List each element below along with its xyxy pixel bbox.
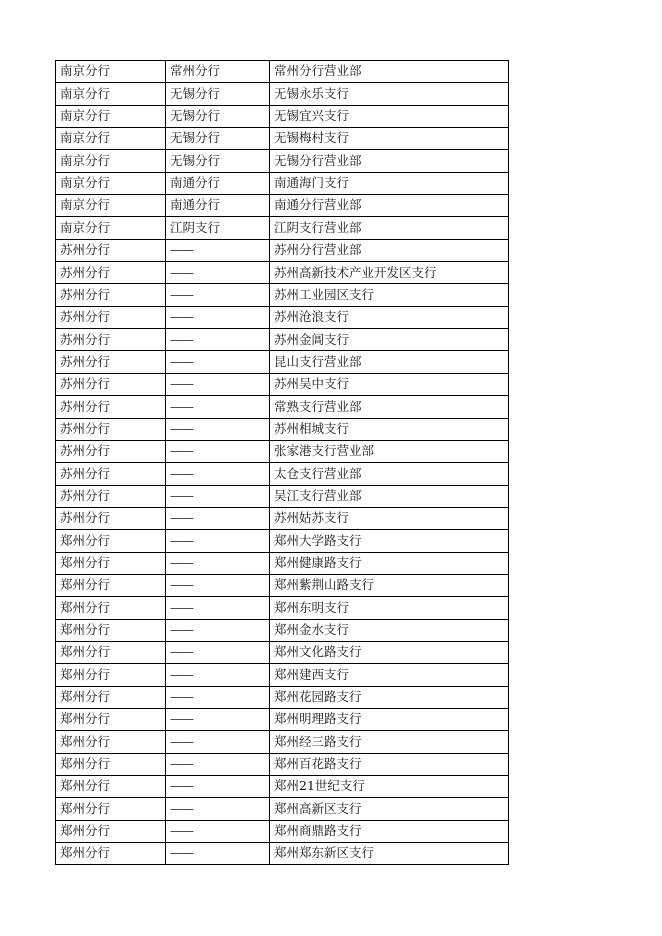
outlet-name-cell[interactable]: 郑州紫荆山路支行	[270, 574, 509, 596]
outlet-name-cell[interactable]: 苏州沧浪支行	[270, 306, 509, 328]
table-row	[56, 306, 509, 328]
table-row	[56, 708, 509, 730]
parent-branch-cell[interactable]: 苏州分行	[56, 485, 166, 507]
sub-branch-cell[interactable]: ——	[166, 507, 270, 529]
sub-branch-cell[interactable]: ——	[166, 440, 270, 462]
parent-branch-cell[interactable]: 苏州分行	[56, 351, 166, 373]
parent-branch-cell[interactable]: 郑州分行	[56, 686, 166, 708]
table-row	[56, 239, 509, 261]
table-row	[56, 217, 509, 239]
parent-branch-cell[interactable]: 南京分行	[56, 128, 166, 150]
parent-branch-cell[interactable]: 苏州分行	[56, 418, 166, 440]
outlet-name-cell[interactable]: 郑州明理路支行	[270, 708, 509, 730]
parent-branch-cell[interactable]: 郑州分行	[56, 843, 166, 865]
outlet-name-cell[interactable]: 郑州经三路支行	[270, 731, 509, 753]
table-row	[56, 373, 509, 395]
outlet-name-cell[interactable]: 昆山支行营业部	[270, 351, 509, 373]
sub-branch-cell[interactable]: ——	[166, 776, 270, 798]
outlet-name-cell[interactable]: 苏州姑苏支行	[270, 507, 509, 529]
outlet-name-cell[interactable]: 郑州商鼎路支行	[270, 820, 509, 842]
sub-branch-cell[interactable]: ——	[166, 820, 270, 842]
outlet-name-cell[interactable]: 苏州工业园区支行	[270, 284, 509, 306]
outlet-name-cell[interactable]: 郑州东明支行	[270, 597, 509, 619]
branch-table	[55, 60, 509, 865]
outlet-name-cell[interactable]: 苏州吴中支行	[270, 373, 509, 395]
parent-branch-cell[interactable]: 南京分行	[56, 150, 166, 172]
parent-branch-cell[interactable]: 郑州分行	[56, 708, 166, 730]
outlet-name-cell[interactable]: 无锡永乐支行	[270, 83, 509, 105]
parent-branch-cell[interactable]: 郑州分行	[56, 798, 166, 820]
sub-branch-cell[interactable]: ——	[166, 239, 270, 261]
sub-branch-cell[interactable]: 南通分行	[166, 195, 270, 217]
parent-branch-cell[interactable]: 郑州分行	[56, 530, 166, 552]
table-row	[56, 105, 509, 127]
table-row	[56, 485, 509, 507]
sub-branch-cell[interactable]: ——	[166, 485, 270, 507]
sub-branch-cell[interactable]: 常州分行	[166, 61, 270, 83]
table-row	[56, 753, 509, 775]
parent-branch-cell[interactable]: 苏州分行	[56, 284, 166, 306]
outlet-name-cell[interactable]: 苏州金阊支行	[270, 329, 509, 351]
outlet-name-cell[interactable]: 郑州大学路支行	[270, 530, 509, 552]
table-row	[56, 61, 509, 83]
outlet-name-cell[interactable]: 郑州建西支行	[270, 664, 509, 686]
table-row	[56, 798, 509, 820]
parent-branch-cell[interactable]: 郑州分行	[56, 753, 166, 775]
parent-branch-cell[interactable]: 郑州分行	[56, 574, 166, 596]
parent-branch-cell[interactable]: 苏州分行	[56, 262, 166, 284]
table-row	[56, 440, 509, 462]
table-row	[56, 128, 509, 150]
table-row	[56, 820, 509, 842]
sub-branch-cell[interactable]: ——	[166, 843, 270, 865]
sub-branch-cell[interactable]: ——	[166, 708, 270, 730]
sub-branch-cell[interactable]: ——	[166, 574, 270, 596]
sub-branch-cell[interactable]: ——	[166, 396, 270, 418]
table-row	[56, 552, 509, 574]
sub-branch-cell[interactable]: ——	[166, 597, 270, 619]
parent-branch-cell[interactable]: 苏州分行	[56, 239, 166, 261]
parent-branch-cell[interactable]: 苏州分行	[56, 463, 166, 485]
sub-branch-cell[interactable]: ——	[166, 664, 270, 686]
parent-branch-cell[interactable]: 南京分行	[56, 105, 166, 127]
table-row	[56, 530, 509, 552]
parent-branch-cell[interactable]: 郑州分行	[56, 664, 166, 686]
outlet-name-cell[interactable]: 无锡梅村支行	[270, 128, 509, 150]
outlet-name-cell[interactable]: 郑州郑东新区支行	[270, 843, 509, 865]
outlet-name-cell[interactable]: 无锡分行营业部	[270, 150, 509, 172]
table-row	[56, 619, 509, 641]
sub-branch-cell[interactable]: ——	[166, 306, 270, 328]
outlet-name-cell[interactable]: 郑州百花路支行	[270, 753, 509, 775]
sub-branch-cell[interactable]: ——	[166, 262, 270, 284]
outlet-name-cell[interactable]: 吴江支行营业部	[270, 485, 509, 507]
parent-branch-cell[interactable]: 苏州分行	[56, 507, 166, 529]
outlet-name-cell[interactable]: 南通海门支行	[270, 172, 509, 194]
parent-branch-cell[interactable]: 南京分行	[56, 83, 166, 105]
sub-branch-cell[interactable]: ——	[166, 641, 270, 663]
table-body	[56, 61, 509, 865]
parent-branch-cell[interactable]: 郑州分行	[56, 552, 166, 574]
sub-branch-cell[interactable]: 无锡分行	[166, 83, 270, 105]
table-row	[56, 664, 509, 686]
table-row	[56, 463, 509, 485]
outlet-name-cell[interactable]: 郑州高新区支行	[270, 798, 509, 820]
parent-branch-cell[interactable]: 郑州分行	[56, 820, 166, 842]
sub-branch-cell[interactable]: ——	[166, 731, 270, 753]
outlet-name-cell[interactable]: 无锡宜兴支行	[270, 105, 509, 127]
outlet-name-cell[interactable]: 郑州文化路支行	[270, 641, 509, 663]
sub-branch-cell[interactable]: ——	[166, 329, 270, 351]
table-row	[56, 574, 509, 596]
outlet-name-cell[interactable]: 苏州相城支行	[270, 418, 509, 440]
parent-branch-cell[interactable]: 南京分行	[56, 172, 166, 194]
outlet-name-cell[interactable]: 张家港支行营业部	[270, 440, 509, 462]
sub-branch-cell[interactable]: 江阴支行	[166, 217, 270, 239]
outlet-name-cell[interactable]: 郑州健康路支行	[270, 552, 509, 574]
sub-branch-cell[interactable]: ——	[166, 418, 270, 440]
table-row	[56, 329, 509, 351]
table-row	[56, 195, 509, 217]
sub-branch-cell[interactable]: 南通分行	[166, 172, 270, 194]
outlet-name-cell[interactable]: 太仓支行营业部	[270, 463, 509, 485]
table-row	[56, 418, 509, 440]
sub-branch-cell[interactable]: ——	[166, 373, 270, 395]
parent-branch-cell[interactable]: 南京分行	[56, 61, 166, 83]
table-row	[56, 351, 509, 373]
table-row	[56, 731, 509, 753]
table-row	[56, 150, 509, 172]
table-row	[56, 641, 509, 663]
sub-branch-cell[interactable]: 无锡分行	[166, 105, 270, 127]
table-row	[56, 843, 509, 865]
parent-branch-cell[interactable]: 郑州分行	[56, 641, 166, 663]
outlet-name-cell[interactable]: 苏州分行营业部	[270, 239, 509, 261]
parent-branch-cell[interactable]: 郑州分行	[56, 619, 166, 641]
table-row	[56, 776, 509, 798]
outlet-name-cell[interactable]: 郑州花园路支行	[270, 686, 509, 708]
sub-branch-cell[interactable]: ——	[166, 798, 270, 820]
table-row	[56, 172, 509, 194]
outlet-name-cell[interactable]: 郑州21世纪支行	[270, 776, 509, 798]
sub-branch-cell[interactable]: ——	[166, 619, 270, 641]
parent-branch-cell[interactable]: 南京分行	[56, 195, 166, 217]
parent-branch-cell[interactable]: 南京分行	[56, 217, 166, 239]
sub-branch-cell[interactable]: ——	[166, 351, 270, 373]
parent-branch-cell[interactable]: 苏州分行	[56, 396, 166, 418]
sub-branch-cell[interactable]: ——	[166, 284, 270, 306]
table-row	[56, 284, 509, 306]
parent-branch-cell[interactable]: 郑州分行	[56, 776, 166, 798]
parent-branch-cell[interactable]: 苏州分行	[56, 329, 166, 351]
sub-branch-cell[interactable]: ——	[166, 552, 270, 574]
table-row	[56, 262, 509, 284]
sub-branch-cell[interactable]: 无锡分行	[166, 150, 270, 172]
outlet-name-cell[interactable]: 苏州高新技术产业开发区支行	[270, 262, 509, 284]
outlet-name-cell[interactable]: 常州分行营业部	[270, 61, 509, 83]
parent-branch-cell[interactable]: 苏州分行	[56, 440, 166, 462]
outlet-name-cell[interactable]: 江阴支行营业部	[270, 217, 509, 239]
sub-branch-cell[interactable]: ——	[166, 753, 270, 775]
sub-branch-cell[interactable]: ——	[166, 463, 270, 485]
outlet-name-cell[interactable]: 常熟支行营业部	[270, 396, 509, 418]
sub-branch-cell[interactable]: 无锡分行	[166, 128, 270, 150]
table-row	[56, 396, 509, 418]
table-row	[56, 83, 509, 105]
table-row	[56, 507, 509, 529]
sub-branch-cell[interactable]: ——	[166, 686, 270, 708]
outlet-name-cell[interactable]: 南通分行营业部	[270, 195, 509, 217]
parent-branch-cell[interactable]: 郑州分行	[56, 731, 166, 753]
parent-branch-cell[interactable]: 郑州分行	[56, 597, 166, 619]
parent-branch-cell[interactable]: 苏州分行	[56, 306, 166, 328]
outlet-name-cell[interactable]: 郑州金水支行	[270, 619, 509, 641]
table-row	[56, 686, 509, 708]
parent-branch-cell[interactable]: 苏州分行	[56, 373, 166, 395]
sub-branch-cell[interactable]: ——	[166, 530, 270, 552]
table-row	[56, 597, 509, 619]
